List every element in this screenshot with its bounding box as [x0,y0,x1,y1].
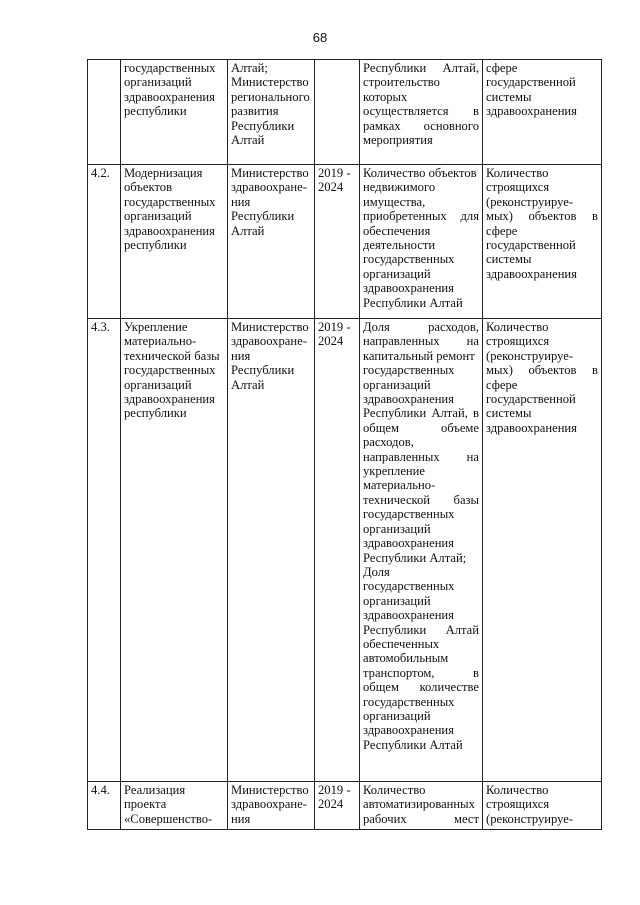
cell-line: проекта [124,797,167,812]
cell-line: «Совершенство- [124,811,213,826]
cell-line: строящихся [486,180,550,195]
cell-line: Республики [231,363,295,378]
table-row [88,782,602,830]
item-number: 4.4. [91,783,110,797]
cell-line: здравоохранения [363,723,454,738]
years-cell [315,782,360,830]
cell-line: технической базы [124,348,220,363]
measure-name-cell [121,319,228,782]
cell-line: Республики Алтай, в [363,406,479,421]
cell-line: здравоохранения [486,266,577,281]
cell-line: республики [124,104,187,119]
indicator-cell [360,165,483,319]
cell-line: организаций [363,708,431,723]
cell-line: строящихся [486,797,550,812]
cell-line: Республики Алтай [363,737,463,752]
table-row [88,319,602,782]
item-number-cell [88,165,121,319]
cell-line: Алтай [231,133,265,148]
cell-line: организаций [124,75,192,90]
cell-line: здравоохранения [363,281,454,296]
cell-line: здравоохранения [363,392,454,407]
cell-line: государственных [124,363,216,378]
cell-line: 2019 - [318,166,351,180]
cell-line: Модернизация [124,166,203,180]
cell-line: здравоохранения [363,608,454,623]
indicator-cell [360,782,483,830]
cell-line: государственной [486,392,576,407]
cell-line: Укрепление [124,320,188,334]
cell-line: 2024 [318,180,344,195]
cell-line: рабочих мест [363,811,479,826]
cell-line: системы [486,89,532,104]
cell-line: 2024 [318,334,344,349]
cell-line: Алтай [231,377,265,392]
cell-line: здравоохранения [124,392,215,407]
cell-line: здравоохранения [363,536,454,551]
cell-line: Доля расходов, [363,320,479,334]
program-measures-table [87,59,602,830]
cell-line: Республики [231,209,295,224]
cell-line: строящихся [486,334,550,349]
cell-line: приобретенных для [363,209,479,224]
cell-line: строительство [363,75,440,90]
cell-line: направленных на [363,449,479,464]
cell-line: Республики [231,118,295,133]
cell-line: транспортом, в [363,665,479,680]
cell-line: технической базы [363,492,479,507]
cell-line: государственных [363,252,455,267]
cell-line: здравоохране- [231,180,307,195]
cell-line: 2024 [318,797,344,812]
cell-line: Количество [486,783,549,797]
cell-line: государственных [363,579,455,594]
item-number: 4.2. [91,166,110,180]
cell-line: 2019 - [318,783,351,797]
cell-line: Количество [486,320,549,334]
executor-cell [228,60,315,165]
result-cell [483,165,602,319]
cell-line: сфере [486,61,518,75]
cell-line: здравоохранения [486,104,577,119]
cell-line: республики [124,406,187,421]
measure-name-cell [121,60,228,165]
measure-name-cell [121,782,228,830]
cell-line: (реконструируе- [486,348,574,363]
cell-line: общем количестве [363,680,479,695]
cell-line: объектов [124,180,173,195]
cell-line: общем объеме [363,420,479,435]
executor-cell [228,165,315,319]
cell-line: государственной [486,238,576,253]
cell-line: (реконструируе- [486,194,574,209]
cell-line: Количество объектов [363,166,477,180]
years-cell [315,165,360,319]
cell-line: развития [231,104,279,119]
cell-line: здравоохране- [231,797,307,812]
cell-line: организаций [124,209,192,224]
cell-line: недвижимого [363,180,436,195]
cell-line: Республики Алтай; [363,550,467,565]
cell-line: которых [363,89,408,104]
cell-line: Республики Алтай, [363,61,479,75]
cell-line: государственных [124,194,216,209]
cell-line: автоматизированных [363,797,475,812]
cell-line: направленных на [363,334,479,349]
page-number: 68 [312,30,328,45]
cell-line: здравоохранения [486,420,577,435]
cell-line: 2019 - [318,320,351,334]
item-number: 4.3. [91,320,110,334]
cell-line: материально- [124,334,197,349]
cell-line: Количество [363,783,426,797]
years-cell [315,319,360,782]
cell-line: ния [231,348,251,363]
cell-line: системы [486,252,532,267]
cell-line: материально- [363,478,436,493]
measure-name-cell [121,165,228,319]
result-cell [483,319,602,782]
result-cell [483,782,602,830]
cell-line: Алтай [231,223,265,238]
cell-line: имущества, [363,194,426,209]
cell-line: организаций [363,266,431,281]
cell-line: Алтай; [231,61,268,75]
cell-line: мероприятия [363,133,433,148]
cell-line: рамках основного [363,118,479,133]
cell-line: Министерство [231,320,309,334]
cell-line: регионального [231,89,310,104]
indicator-cell [360,60,483,165]
cell-line: ния [231,811,251,826]
cell-line: республики [124,238,187,253]
cell-line: здравоохране- [231,334,307,349]
cell-line: организаций [363,377,431,392]
cell-line: организаций [363,593,431,608]
cell-line: государственной [486,75,576,90]
executor-cell [228,319,315,782]
indicator-cell [360,319,483,782]
cell-line: сфере [486,377,518,392]
cell-line: системы [486,406,532,421]
cell-line: государственных [124,61,216,75]
cell-line: укрепление [363,464,425,479]
cell-line: капитальный ремонт [363,348,475,363]
cell-line: ния [231,194,251,209]
cell-line: государственных [363,363,455,378]
table-body [88,60,602,830]
cell-line: Республики Алтай [363,295,463,310]
cell-line: организаций [363,521,431,536]
cell-line: обеспечения [363,223,431,238]
cell-line: организаций [124,377,192,392]
cell-line: (реконструируе- [486,811,574,826]
item-number-cell [88,782,121,830]
cell-line: здравоохранения [124,223,215,238]
cell-line: осуществляется в [363,104,479,119]
cell-line: Министерство [231,166,309,180]
cell-line: сфере [486,223,518,238]
years-cell [315,60,360,165]
executor-cell [228,782,315,830]
cell-line: Реализация [124,783,186,797]
cell-line: Министерство [231,783,309,797]
cell-line: государственных [363,507,455,522]
cell-line: государственных [363,694,455,709]
cell-line: деятельности [363,238,436,253]
cell-line: Министерство [231,75,309,90]
cell-line: Республики Алтай [363,622,479,637]
cell-line: Доля [363,564,390,579]
cell-line: мых) объектов в [486,363,598,378]
item-number-cell [88,60,121,165]
cell-line: здравоохранения [124,89,215,104]
table-row [88,60,602,165]
cell-line: обеспеченных [363,636,440,651]
cell-line: расходов, [363,435,414,450]
cell-line: Количество [486,166,549,180]
cell-line: автомобильным [363,651,449,666]
table-row [88,165,602,319]
cell-line: мых) объектов в [486,209,598,224]
item-number-cell [88,319,121,782]
result-cell [483,60,602,165]
